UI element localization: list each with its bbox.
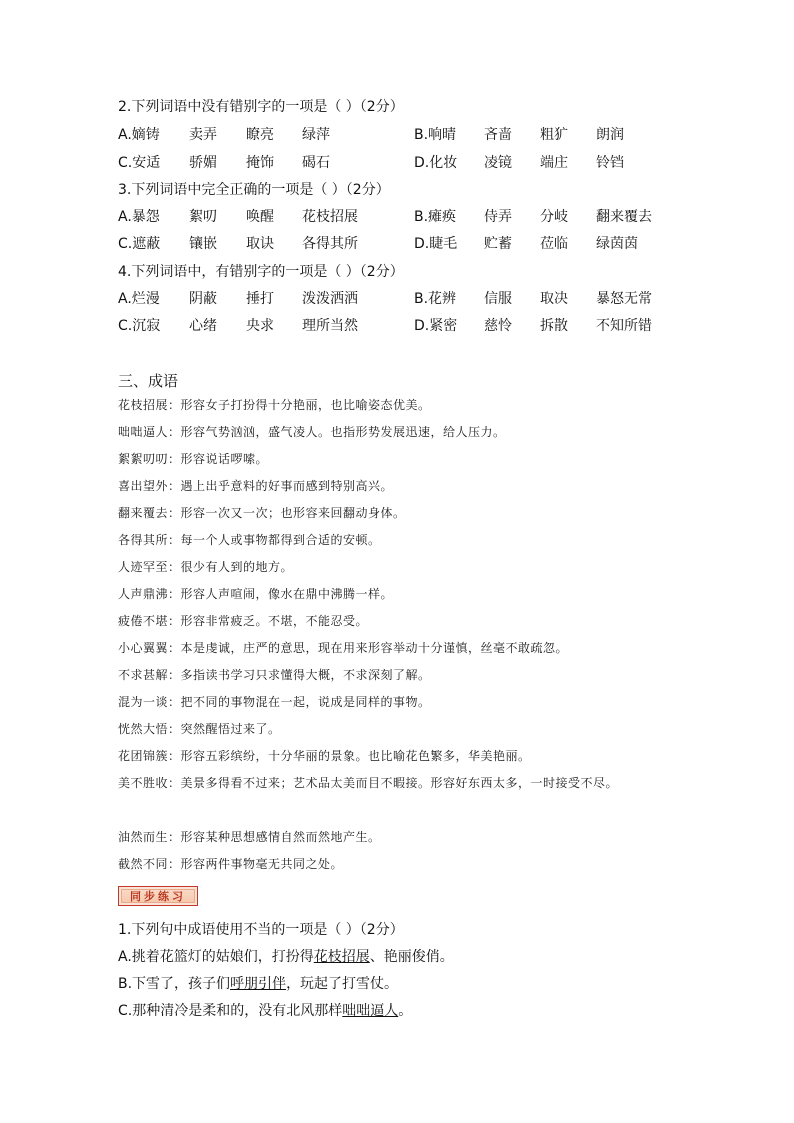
q4-option-a-word2: 阴蔽 [189, 291, 217, 307]
q4-option-b-word4: 暴怒无常 [596, 291, 652, 307]
q2-option-a-word3: 瞭亮 [246, 127, 274, 143]
q3-option-d-word3: 莅临 [540, 236, 568, 252]
idiom-entry: 疲倦不堪：形容非常疲乏。不堪，不能忍受。 [118, 614, 369, 628]
practice-question-stem: 1.下列句中成语使用不当的一项是（ ）（2分） [118, 922, 404, 938]
q2-option-b-word4: 朗润 [596, 127, 624, 143]
q3-option-b: B.瘫痪 [414, 209, 457, 225]
q2-option-b-word2: 吝啬 [484, 127, 512, 143]
q3-option-c: C.遮蔽 [118, 236, 161, 252]
idiom-entry: 截然不同：形容两件事物毫无共同之处。 [118, 857, 344, 871]
idiom-entry: 各得其所：每一个人或事物都得到合适的安顿。 [118, 533, 381, 547]
q2-option-a: A.嫡铸 [118, 127, 160, 143]
q2-option-b: B.响晴 [414, 127, 457, 143]
q3-option-c-word2: 镶嵌 [189, 236, 217, 252]
q4-option-a-word4: 泼泼洒洒 [302, 291, 358, 307]
question-2-stem: 2.下列词语中没有错别字的一项是（ ）（2分） [118, 99, 404, 115]
q2-option-d-word4: 铃铛 [596, 155, 624, 171]
idiom-entry: 人迹罕至：很少有人到的地方。 [118, 560, 294, 574]
question-4-stem: 4.下列词语中，有错别字的一项是（ ）（2分） [118, 264, 404, 280]
q3-option-c-word3: 取诀 [246, 236, 274, 252]
idiom-entry: 不求甚解：多指读书学习只求懂得大概，不求深刻了解。 [118, 668, 431, 682]
q3-option-b-word2: 侍弄 [484, 209, 512, 225]
q2-option-a-word4: 绿萍 [302, 127, 330, 143]
idiom-entry: 美不胜收：美景多得看不过来；艺术品太美而目不暇接。形容好东西太多，一时接受不尽。 [118, 776, 619, 790]
q2-option-d: D.化妆 [414, 155, 458, 171]
q3-option-d-word2: 贮蓄 [484, 236, 512, 252]
practice-option-b-post: ，玩起了打雪仗。 [286, 976, 399, 992]
practice-option-c [118, 1000, 412, 1020]
q2-option-b-word3: 粗犷 [540, 127, 568, 143]
question-3-stem: 3.下列词语中完全正确的一项是（ ）（2分） [118, 182, 390, 198]
q4-option-a-word3: 捶打 [246, 291, 274, 307]
q3-option-a-word4: 花枝招展 [302, 209, 358, 225]
idiom-entry: 絮絮叨叨：形容说话啰嗦。 [118, 452, 269, 466]
q3-option-a: A.暴怨 [118, 209, 160, 225]
idiom-entry: 混为一谈：把不同的事物混在一起，说成是同样的事物。 [118, 695, 431, 709]
q4-option-c-word3: 央求 [246, 318, 274, 334]
idiom-entry: 人声鼎沸：形容人声喧闹，像水在鼎中沸腾一样。 [118, 587, 394, 601]
q4-option-c-word2: 心绪 [189, 318, 217, 334]
practice-option-a-post: 、艳丽俊俏。 [369, 949, 454, 965]
idiom-entry: 翻来覆去：形容一次又一次；也形容来回翻动身体。 [118, 506, 406, 520]
q2-option-d-word3: 端庄 [540, 155, 568, 171]
q4-option-a: A.烂漫 [118, 291, 160, 307]
q4-option-c: C.沉寂 [118, 318, 161, 334]
practice-option-a [118, 946, 454, 966]
q3-option-a-word2: 絮叨 [189, 209, 217, 225]
q2-option-c: C.安适 [118, 155, 161, 171]
q4-option-c-word4: 理所当然 [302, 318, 358, 334]
q4-option-b: B.花辨 [414, 291, 457, 307]
practice-option-a-pre: A.挑着花篮灯的姑娘们，打扮得 [118, 949, 314, 965]
q2-option-c-word2: 骄媚 [189, 155, 217, 171]
q4-option-b-word3: 取决 [540, 291, 568, 307]
practice-option-b-idiom: 呼朋引伴 [230, 976, 287, 992]
practice-option-c-pre: C.那种清冷是柔和的，没有北风那样 [118, 1003, 343, 1019]
q2-option-a-word2: 卖弄 [189, 127, 217, 143]
idiom-entry: 恍然大悟：突然醒悟过来了。 [118, 722, 281, 736]
idiom-entry: 喜出望外：遇上出乎意料的好事而感到特别高兴。 [118, 479, 394, 493]
q4-option-d-word4: 不知所错 [596, 318, 652, 334]
practice-badge-label: 同步练习 [121, 889, 195, 903]
q4-option-d: D.紧密 [414, 318, 458, 334]
q4-option-d-word2: 慈怜 [484, 318, 512, 334]
idiom-entry: 油然而生：形容某种思想感情自然而然地产生。 [118, 830, 381, 844]
idiom-entry: 花枝招展：形容女子打扮得十分艳丽，也比喻姿态优美。 [118, 398, 431, 412]
q3-option-d: D.睫毛 [414, 236, 458, 252]
q3-option-d-word4: 绿茵茵 [596, 236, 638, 252]
q4-option-d-word3: 拆散 [540, 318, 568, 334]
idiom-entry: 小心翼翼：本是虔诚，庄严的意思，现在用来形容举动十分谨慎，丝毫不敢疏忽。 [118, 641, 569, 655]
practice-option-b-pre: B.下雪了，孩子们 [118, 976, 231, 992]
section-title: 三、成语 [118, 372, 179, 390]
q3-option-b-word3: 分岐 [540, 209, 568, 225]
q3-option-c-word4: 各得其所 [302, 236, 358, 252]
idiom-entry: 咄咄逼人：形容气势汹汹，盛气凌人。也指形势发展迅速，给人压力。 [118, 425, 506, 439]
idiom-entry: 花团锦簇：形容五彩缤纷，十分华丽的景象。也比喻花色繁多，华美艳丽。 [118, 749, 531, 763]
q3-option-a-word3: 唤醒 [246, 209, 274, 225]
practice-option-b [118, 973, 398, 993]
practice-badge [118, 886, 198, 906]
practice-option-c-post: 。 [398, 1003, 413, 1019]
q4-option-b-word2: 信服 [484, 291, 512, 307]
q2-option-c-word3: 掩饰 [246, 155, 274, 171]
practice-option-c-idiom: 咄咄逼人 [342, 1003, 399, 1019]
practice-option-a-idiom: 花枝招展 [313, 949, 370, 965]
q2-option-c-word4: 碣石 [302, 155, 330, 171]
q2-option-d-word2: 凌镜 [484, 155, 512, 171]
q3-option-b-word4: 翻来覆去 [596, 209, 652, 225]
